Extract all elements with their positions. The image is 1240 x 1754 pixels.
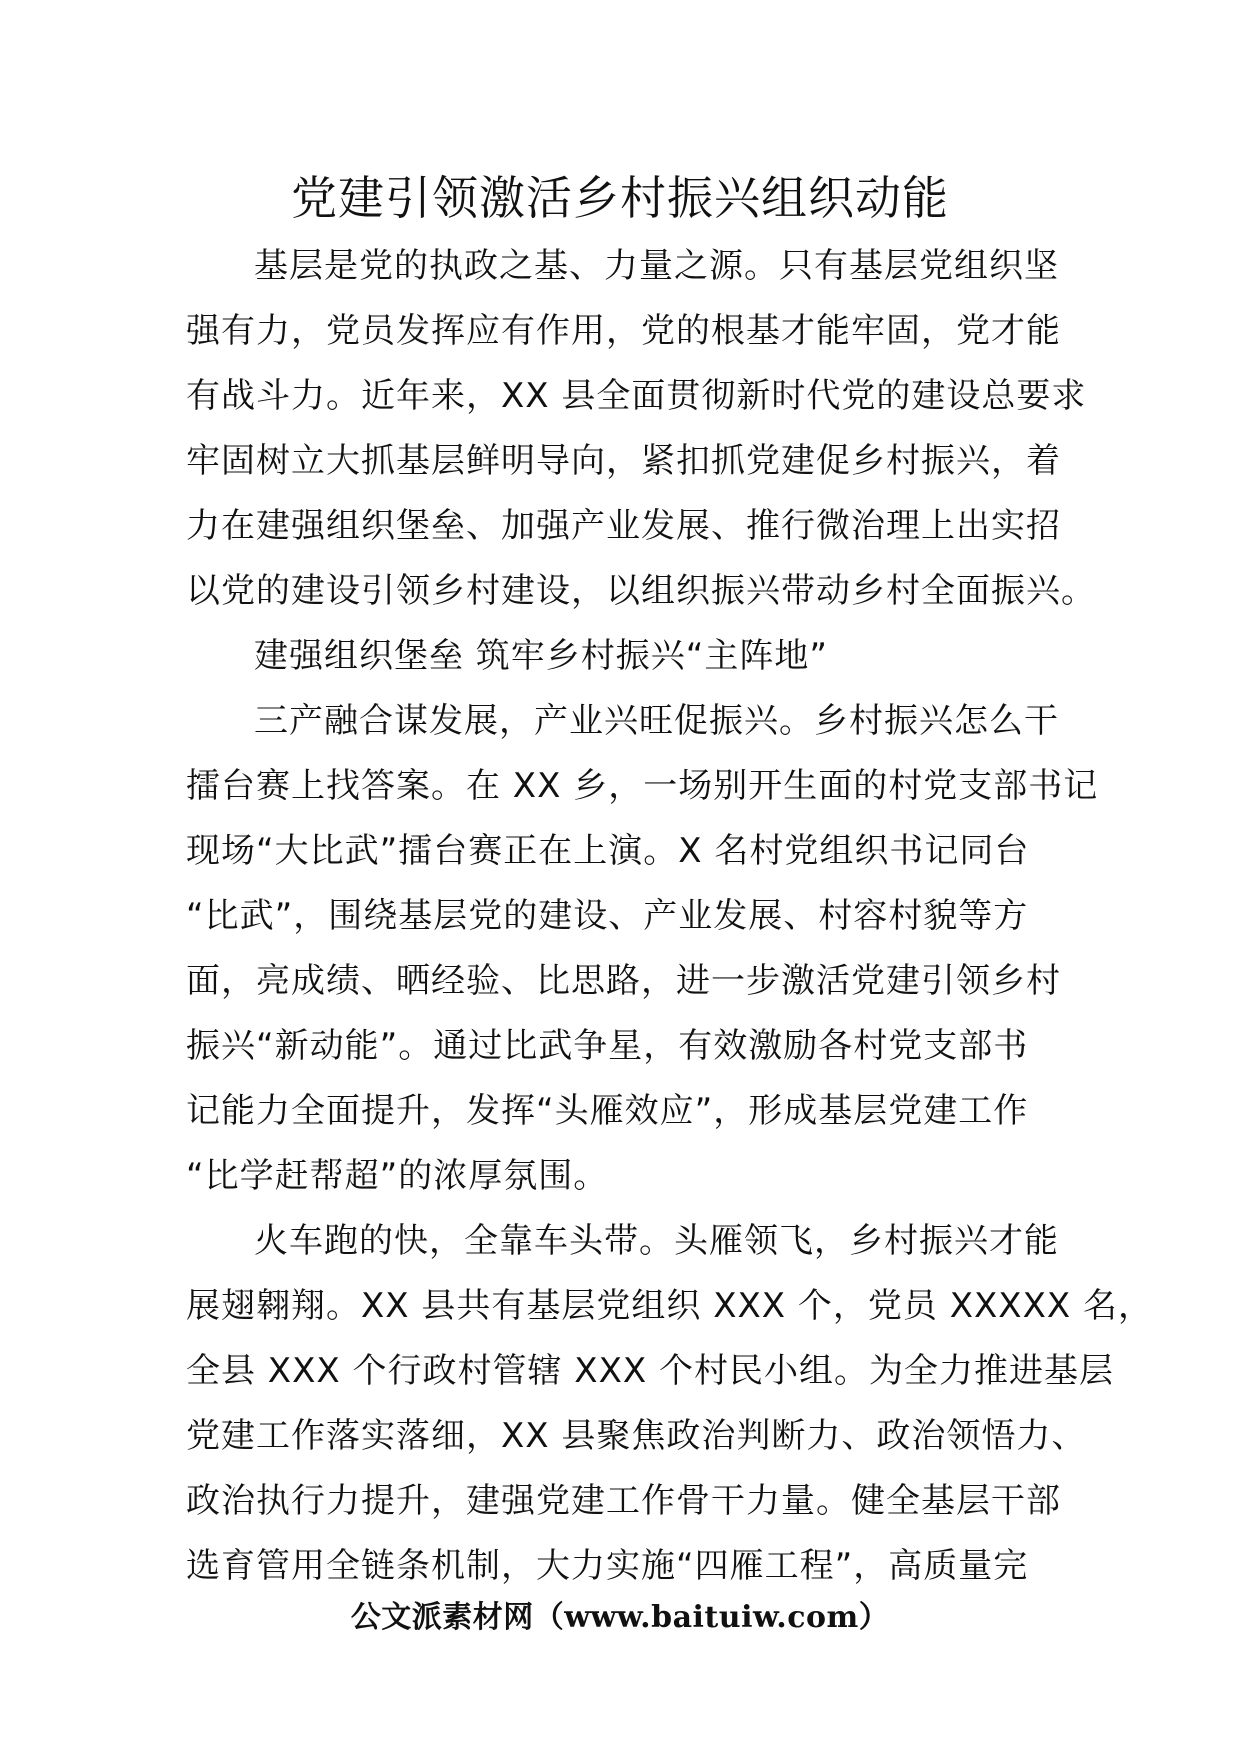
body-line: 以党的建设引领乡村建设，以组织振兴带动乡村全面振兴。 <box>186 571 1096 611</box>
footer-watermark: 公文派素材网（www.baituiw.com） <box>350 1600 890 1635</box>
body-line: 强有力，党员发挥应有作用，党的根基才能牢固，党才能 <box>186 311 1061 351</box>
body-line: 现场“大比武”擂台赛正在上演。X 名村党组织书记同台 <box>186 831 1030 871</box>
body-line: 有战斗力。近年来，XX 县全面贯彻新时代党的建设总要求 <box>186 376 1087 416</box>
body-line: 火车跑的快，全靠车头带。头雁领飞，乡村振兴才能 <box>254 1221 1059 1261</box>
document-title: 党建引领激活乡村振兴组织动能 <box>291 171 949 225</box>
body-line: 振兴“新动能”。通过比武争星，有效激励各村党支部书 <box>186 1026 1029 1066</box>
body-line: 面，亮成绩、晒经验、比思路，进一步激活党建引领乡村 <box>186 961 1061 1001</box>
body-line: “比学赶帮超”的浓厚氛围。 <box>186 1156 609 1196</box>
body-line: 记能力全面提升，发挥“头雁效应”，形成基层党建工作 <box>186 1091 1029 1131</box>
body-line: 建强组织堡垒 筑牢乡村振兴“主阵地” <box>254 636 829 676</box>
body-line: 政治执行力提升，建强党建工作骨干力量。健全基层干部 <box>186 1481 1061 1521</box>
document-body <box>186 234 1153 1599</box>
body-line: 党建工作落实落细，XX 县聚焦政治判断力、政治领悟力、 <box>186 1416 1087 1456</box>
body-line: “比武”，围绕基层党的建设、产业发展、村容村貌等方 <box>186 896 1029 936</box>
body-line: 选育管用全链条机制，大力实施“四雁工程”，高质量完 <box>186 1546 1029 1586</box>
body-line: 力在建强组织堡垒、加强产业发展、推行微治理上出实招 <box>186 506 1061 546</box>
body-line: 三产融合谋发展，产业兴旺促振兴。乡村振兴怎么干 <box>254 701 1059 741</box>
body-line: 牢固树立大抓基层鲜明导向，紧扣抓党建促乡村振兴，着 <box>186 441 1061 481</box>
body-line: 基层是党的执政之基、力量之源。只有基层党组织坚 <box>254 246 1059 286</box>
body-line: 擂台赛上找答案。在 XX 乡，一场别开生面的村党支部书记 <box>186 766 1099 806</box>
body-line: 全县 XXX 个行政村管辖 XXX 个村民小组。为全力推进基层 <box>186 1351 1114 1391</box>
body-line: 展翅翱翔。XX 县共有基层党组织 XXX 个，党员 XXXXX 名， <box>186 1286 1153 1326</box>
